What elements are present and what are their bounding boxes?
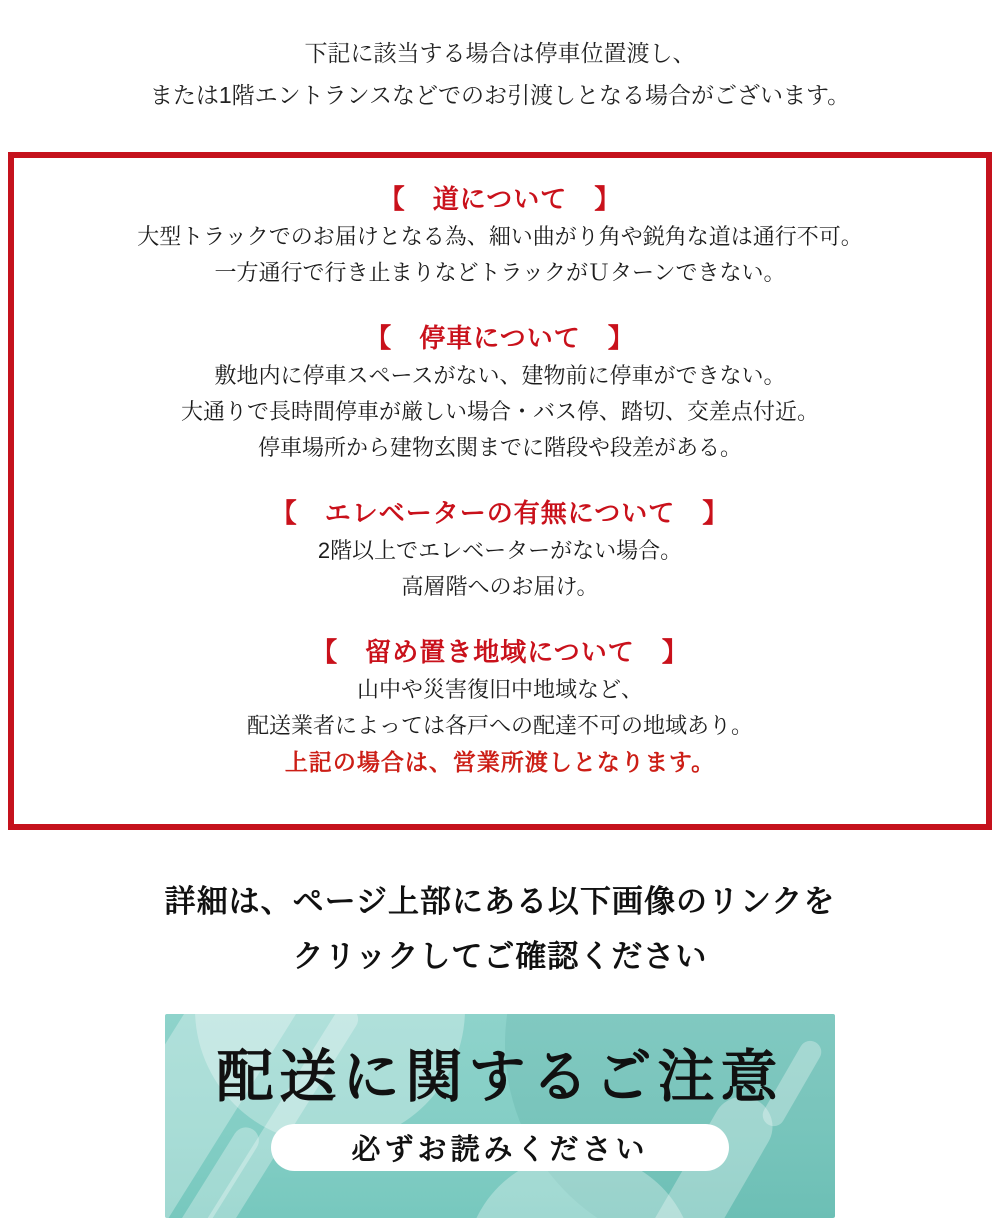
- section-elevator-line: 高層階へのお届け。: [401, 574, 599, 599]
- detail-note-line-2: クリックしてご確認ください: [292, 939, 708, 974]
- section-road-line: 一方通行で行き止まりなどトラックがＵターンできない。: [214, 260, 786, 285]
- section-road: [34, 184, 966, 291]
- section-parking: [34, 323, 966, 466]
- banner-title: 配送に関するご注意: [216, 1045, 784, 1109]
- detail-note-line-1: 詳細は、ページ上部にある以下画像のリンクを: [164, 884, 836, 919]
- intro-text: [0, 0, 1000, 116]
- banner-decoration-capsule: [165, 1123, 264, 1218]
- section-elevator-line: 2階以上でエレベーターがない場合。: [317, 538, 683, 563]
- section-road-line: 大型トラックでのお届けとなる為、細い曲がり角や鋭角な道は通行不可。: [137, 224, 863, 249]
- section-parking-line: 停車場所から建物玄関までに階段や段差がある。: [257, 435, 742, 460]
- section-remote-area-line: 配送業者によっては各戸への配達不可の地域あり。: [246, 713, 753, 738]
- intro-line-2: または1階エントランスなどでのお引渡しとなる場合がございます。: [149, 82, 851, 108]
- banner-badge: 必ずお読みください: [271, 1124, 729, 1171]
- section-remote-area: [34, 637, 966, 744]
- section-parking-heading: 【 停車について 】: [365, 323, 635, 353]
- section-parking-line: 大通りで長時間停車が厳しい場合・バス停、踏切、交差点付近。: [180, 399, 819, 424]
- section-remote-area-line: 山中や災害復旧中地域など、: [356, 677, 643, 702]
- section-parking-line: 敷地内に停車スペースがない、建物前に停車ができない。: [214, 363, 786, 388]
- delivery-notice-banner-link[interactable]: [165, 1014, 835, 1218]
- section-road-heading: 【 道について 】: [378, 184, 622, 214]
- intro-line-1: 下記に該当する場合は停車位置渡し、: [304, 40, 696, 66]
- detail-note: [0, 874, 1000, 984]
- section-elevator-heading: 【 エレベーターの有無について 】: [270, 498, 730, 528]
- section-remote-area-heading: 【 留め置き地域について 】: [311, 637, 689, 667]
- delivery-notice-box: [8, 152, 992, 830]
- section-elevator: [34, 498, 966, 605]
- warning-text: 上記の場合は、営業所渡しとなります。: [284, 749, 716, 775]
